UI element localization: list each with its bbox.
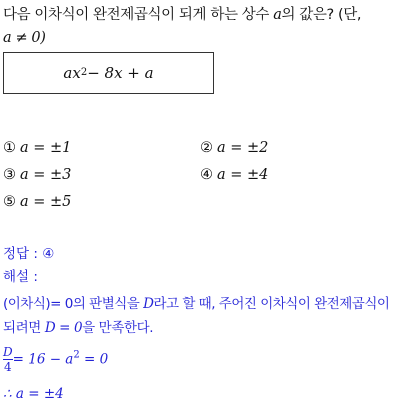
explanation-line2-a: 되려면 [3, 320, 45, 336]
explanation-line1 [3, 294, 389, 314]
expression-box: ax 2 − 8x + a [3, 52, 214, 94]
explanation-title: 해설 : [3, 269, 38, 285]
option-2-text: a = ±2 [217, 140, 269, 156]
explanation-equation [3, 345, 108, 374]
explanation-line2 [3, 318, 153, 338]
equation-middle: = 16 − a [12, 351, 74, 368]
expression-term1: ax [63, 64, 81, 82]
equation-end: = 0 [79, 351, 109, 368]
equation-exponent: 2 [73, 349, 80, 361]
explanation-var-D: D [143, 296, 154, 312]
answer-label: 정답 : ④ [3, 246, 55, 262]
option-3[interactable] [3, 167, 71, 183]
option-2[interactable] [200, 140, 268, 156]
option-4-text: a = ±4 [217, 167, 269, 183]
option-4[interactable] [200, 167, 268, 183]
option-5[interactable] [3, 194, 71, 210]
explanation-line2-b: 을 만족한다. [82, 320, 154, 336]
question-var-a: a [273, 7, 282, 23]
option-4-number: ④ [200, 167, 213, 183]
question-line1: 다음 이차식이 완전제곱식이 되게 하는 상수 [3, 7, 274, 23]
option-1[interactable] [3, 140, 71, 156]
option-5-text: a = ±5 [20, 194, 72, 210]
question-text [3, 4, 397, 50]
explanation-equation-D: D = 0 [44, 320, 83, 336]
option-2-number: ② [200, 140, 213, 156]
option-1-text: a = ±1 [20, 140, 72, 156]
question-condition: a ≠ 0) [3, 30, 46, 46]
fraction-D-over-4 [3, 345, 13, 374]
expression-rest: − 8x + a [87, 64, 154, 82]
question-line1-end: 의 값은? (단, [281, 7, 362, 23]
option-1-number: ① [3, 140, 16, 156]
fraction-numerator: D [3, 345, 13, 359]
option-5-number: ⑤ [3, 194, 16, 210]
explanation-line1-a: (이차식)= 0의 판별식을 [3, 296, 144, 312]
fraction-denominator: 4 [3, 360, 12, 374]
explanation-conclusion: ∴ a = ±4 [3, 386, 64, 402]
option-3-text: a = ±3 [20, 167, 72, 183]
option-3-number: ③ [3, 167, 16, 183]
explanation-line1-b: 라고 할 때, 주어진 이차식이 완전제곱식이 [153, 296, 390, 312]
